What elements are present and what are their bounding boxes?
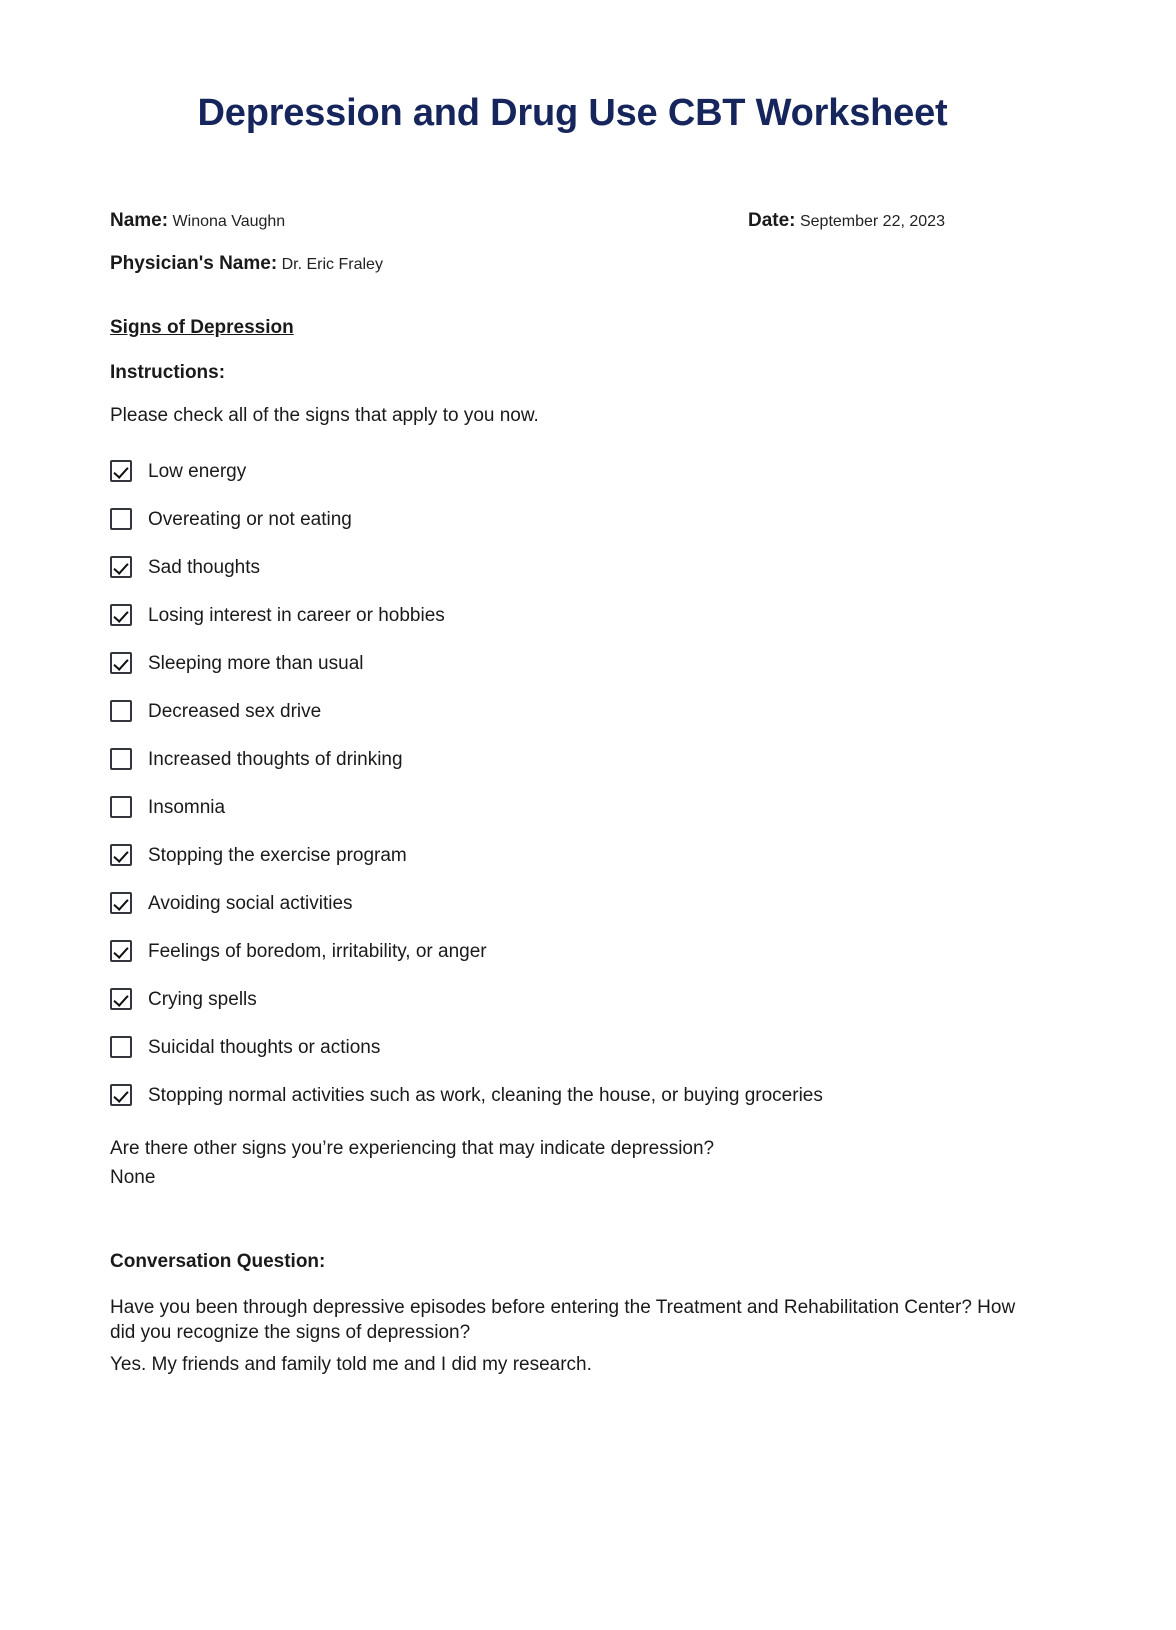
checkbox-unchecked-icon[interactable] — [110, 700, 132, 722]
document-content — [110, 0, 1070, 1376]
checklist-item-label: Increased thoughts of drinking — [148, 748, 403, 770]
date-value[interactable]: September 22, 2023 — [799, 213, 945, 230]
section-heading: Signs of Depression — [110, 317, 294, 338]
instructions-label: Instructions: — [110, 362, 226, 383]
conversation-question-text: Have you been through depressive episodes before entering the Treatment and Rehabilitation Center? How did you recognize the signs of depression? — [110, 1296, 1016, 1344]
checkbox-unchecked-icon[interactable] — [110, 748, 132, 770]
checklist-item[interactable] — [110, 495, 1070, 543]
checkbox-checked-icon[interactable] — [110, 556, 132, 578]
checkbox-checked-icon[interactable] — [110, 940, 132, 962]
checklist-item-label: Feelings of boredom, irritability, or anger — [148, 940, 487, 962]
checklist-item-label: Suicidal thoughts or actions — [148, 1036, 381, 1058]
checklist-item-label: Sad thoughts — [148, 556, 260, 578]
checklist-item-label: Sleeping more than usual — [148, 652, 364, 674]
date-label: Date: — [748, 210, 796, 231]
checkbox-unchecked-icon[interactable] — [110, 508, 132, 530]
checkbox-checked-icon[interactable] — [110, 988, 132, 1010]
physician-label: Physician's Name: — [110, 253, 278, 274]
checklist-item[interactable] — [110, 879, 1070, 927]
checkbox-checked-icon[interactable] — [110, 460, 132, 482]
checkbox-checked-icon[interactable] — [110, 1084, 132, 1106]
signs-checklist — [110, 447, 1070, 1119]
checklist-item[interactable] — [110, 687, 1070, 735]
physician-field — [110, 253, 1070, 275]
conversation-question-label: Conversation Question: — [110, 1250, 326, 1272]
checklist-item[interactable] — [110, 831, 1070, 879]
checklist-item[interactable] — [110, 783, 1070, 831]
name-value[interactable]: Winona Vaughn — [172, 213, 286, 230]
checklist-item-label: Avoiding social activities — [148, 892, 353, 914]
name-field — [110, 210, 285, 232]
date-field — [748, 210, 945, 232]
patient-meta-row — [110, 210, 1070, 236]
conversation-answer[interactable]: Yes. My friends and family told me and I did my research. — [110, 1353, 592, 1375]
checklist-item-label: Overeating or not eating — [148, 508, 352, 530]
checklist-item[interactable] — [110, 447, 1070, 495]
checklist-item[interactable] — [110, 543, 1070, 591]
page-title: Depression and Drug Use CBT Worksheet — [197, 92, 948, 134]
checklist-item[interactable] — [110, 975, 1070, 1023]
checklist-item[interactable] — [110, 735, 1070, 783]
checklist-item[interactable] — [110, 927, 1070, 975]
checklist-item-label: Stopping normal activities such as work, cleaning the house, or buying groceries — [148, 1084, 823, 1106]
checkbox-checked-icon[interactable] — [110, 892, 132, 914]
checkbox-unchecked-icon[interactable] — [110, 1036, 132, 1058]
checklist-item-label: Insomnia — [148, 796, 226, 818]
name-label: Name: — [110, 210, 169, 231]
checklist-item-label: Crying spells — [148, 988, 257, 1010]
checklist-item-label: Stopping the exercise program — [148, 844, 407, 866]
checkbox-checked-icon[interactable] — [110, 844, 132, 866]
checklist-item-label: Low energy — [148, 460, 247, 482]
checklist-item[interactable] — [110, 1071, 1070, 1119]
checklist-item[interactable] — [110, 639, 1070, 687]
instructions-text: Please check all of the signs that apply to you now. — [110, 405, 539, 426]
other-signs-answer[interactable]: None — [110, 1166, 156, 1188]
other-signs-question: Are there other signs you’re experiencing that may indicate depression? — [110, 1138, 715, 1159]
checkbox-checked-icon[interactable] — [110, 652, 132, 674]
checkbox-unchecked-icon[interactable] — [110, 796, 132, 818]
checkbox-checked-icon[interactable] — [110, 604, 132, 626]
checklist-item[interactable] — [110, 1023, 1070, 1071]
checklist-item-label: Decreased sex drive — [148, 700, 322, 722]
physician-value[interactable]: Dr. Eric Fraley — [281, 256, 383, 273]
checklist-item[interactable] — [110, 591, 1070, 639]
checklist-item-label: Losing interest in career or hobbies — [148, 604, 445, 626]
